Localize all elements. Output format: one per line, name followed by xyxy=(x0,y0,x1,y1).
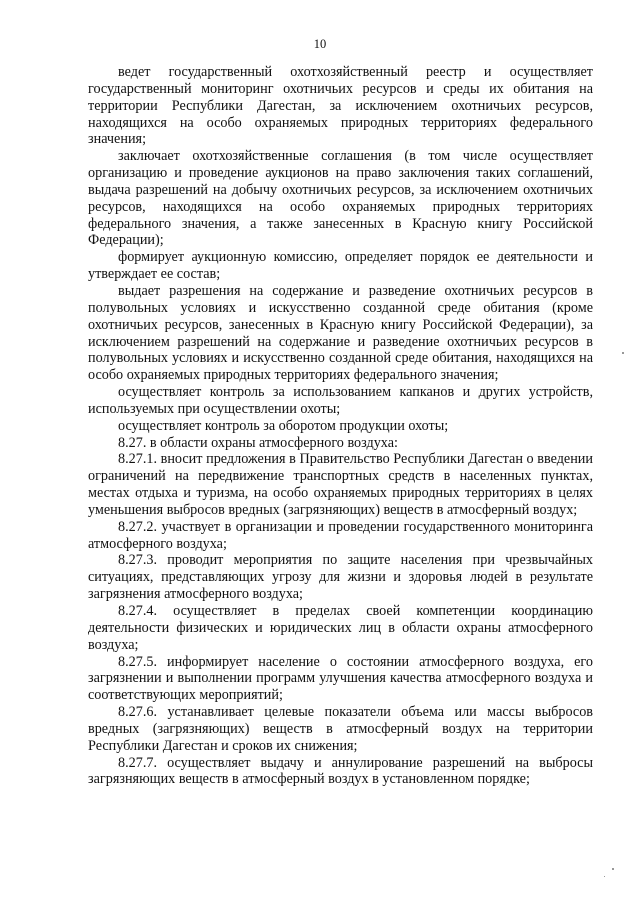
document-body xyxy=(88,64,593,788)
scan-speck xyxy=(622,352,624,354)
page-number: 10 xyxy=(313,37,327,51)
scan-speck xyxy=(604,876,605,877)
paragraph-8-27-1: 8.27.1. вносит предложения в Правительство Республики Дагестан о введении ограничений на передвижение транспортных средств в населенных пунктах, местах отдыха и туризма, на особо охраняемых природных территориях в целях уменьшения выбросов вредных (загрязняющих) веществ в атмосферный воздух; xyxy=(88,451,593,518)
scan-speck xyxy=(612,868,614,870)
paragraph-traps-control: осуществляет контроль за использованием капканов и других устройств, используемых при осуществлении охоты; xyxy=(88,384,593,417)
paragraph-auction-commission: формирует аукционную комиссию, определяет порядок ее деятельности и утверждает ее состав; xyxy=(88,249,593,283)
paragraph-8-27-2: 8.27.2. участвует в организации и проведении государственного мониторинга атмосферного воздуха; xyxy=(88,518,593,552)
paragraph-8-27-3: 8.27.3. проводит мероприятия по защите населения при чрезвычайных ситуациях, представляющих угрозу для жизни и здоровья людей в результате загрязнения атмосферного воздуха; xyxy=(88,552,593,603)
paragraph-8-27-6: 8.27.6. устанавливает целевые показатели объема или массы выбросов вредных (загрязняющих) веществ в атмосферный воздух на территории Республики Дагестан и сроков их снижения; xyxy=(88,704,593,754)
paragraph-state-registry: ведет государственный охотхозяйственный реестр и осуществляет государственный мониторинг охотничьих ресурсов и среды их обитания на территории Республики Дагестан, за исключением охотничьих ресурсов, находящихся на особо охраняемых природных территориях федерального значения; xyxy=(88,64,593,148)
paragraph-8-27-5: 8.27.5. информирует население о состоянии атмосферного воздуха, его загрязнении и выполнении программ улучшения качества атмосферного воздуха и соответствующих мероприятий; xyxy=(88,653,593,704)
paragraph-8-27-4: 8.27.4. осуществляет в пределах своей компетенции координацию деятельности физических и юридических лиц в области охраны атмосферного воздуха; xyxy=(88,603,593,653)
section-heading-8-27: 8.27. в области охраны атмосферного воздуха: xyxy=(118,434,398,451)
paragraph-breeding-permits: выдает разрешения на содержание и разведение охотничьих ресурсов в полувольных условиях и искусственно созданной среде обитания (кроме охотничьих ресурсов, занесенных в Красную книгу Российской Федерации), за исключением разрешений на содержание и разведение охотничьих ресурсов в полувольных условиях и искусственно созданной среде обитания, находящихся на особо охраняемых природных территориях федерального значения; xyxy=(88,282,593,384)
paragraph-8-27-7: 8.27.7. осуществляет выдачу и аннулирование разрешений на выбросы загрязняющих веществ в атмосферный воздух в установленном порядке; xyxy=(88,754,593,788)
paragraph-hunting-products-control: осуществляет контроль за оборотом продукции охоты; xyxy=(118,417,449,434)
paragraph-hunting-agreements: заключает охотхозяйственные соглашения (в том числе осуществляет организацию и проведение аукционов на право заключения таких соглашений, выдача разрешений на добычу охотничьих ресурсов, за исключением охотничьих ресурсов, находящихся на особо охраняемых природных территориях федерального значения, а также занесенных в Красную книгу Российской Федерации); xyxy=(88,148,593,249)
